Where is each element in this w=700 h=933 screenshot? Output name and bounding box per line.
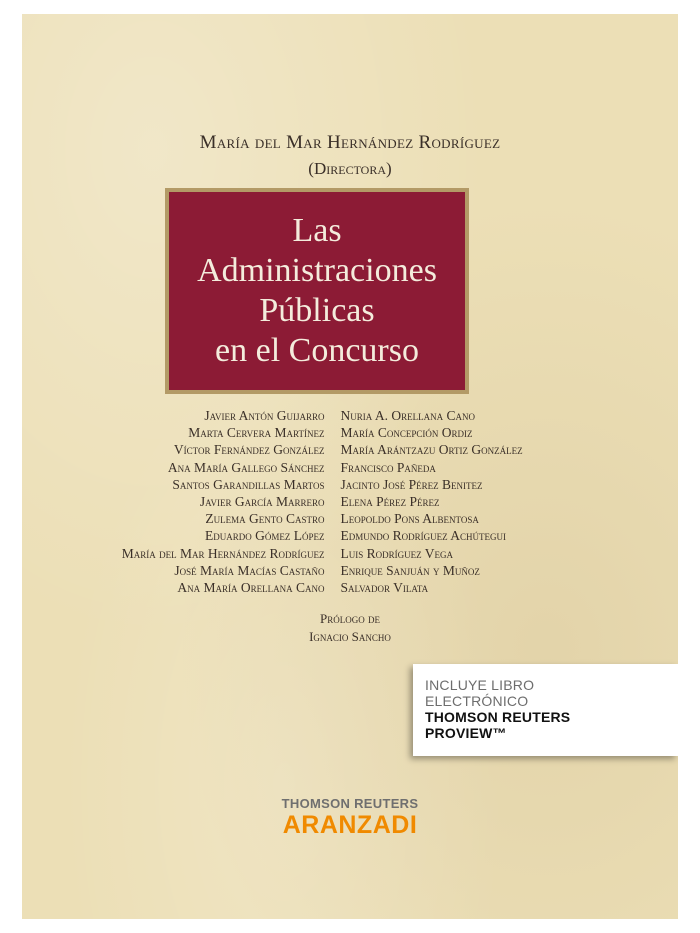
publisher-logo: [22, 796, 678, 839]
author-name: Edmundo Rodríguez Achútegui: [340, 528, 506, 544]
author-name: María Arántzazu Ortiz González: [340, 442, 523, 458]
author-name: Luis Rodríguez Vega: [340, 545, 453, 561]
publisher-name: ARANZADI: [282, 811, 418, 839]
ebook-badge: [413, 664, 678, 756]
author-name: Javier Antón Guijarro: [204, 408, 325, 423]
book-cover: [22, 14, 678, 919]
title-frame: [165, 188, 469, 394]
author-name: Jacinto José Pérez Benitez: [340, 476, 483, 492]
badge-line: INCLUYE LIBRO: [425, 677, 535, 693]
author-name: José María Macías Castaño: [174, 562, 325, 578]
title-line: Públicas: [259, 292, 375, 329]
badge-line: THOMSON REUTERS: [425, 709, 571, 725]
prologue-label: Prólogo de: [320, 611, 380, 626]
prologue-author: Ignacio Sancho: [309, 629, 391, 644]
title-box: [169, 192, 465, 390]
director-role: (Directora): [308, 159, 392, 178]
author-name: Francisco Pañeda: [340, 459, 436, 475]
author-name: Zulema Gento Castro: [205, 511, 325, 527]
author-name: Leopoldo Pons Albentosa: [340, 511, 479, 527]
author-name: María Concepción Ordiz: [340, 425, 473, 441]
author-name: Víctor Fernández González: [173, 442, 325, 458]
author-name: Javier García Marrero: [199, 494, 325, 510]
author-name: Eduardo Gómez López: [205, 528, 325, 544]
director-name: María del Mar Hernández Rodríguez: [199, 132, 501, 153]
publisher-parent: THOMSON REUTERS: [281, 796, 419, 811]
title-line: Las: [292, 212, 342, 249]
author-name: María del Mar Hernández Rodríguez: [121, 545, 325, 561]
author-name: Elena Pérez Pérez: [340, 494, 440, 510]
author-column-right: [333, 407, 663, 596]
author-name: Enrique Sanjuán y Muñoz: [340, 562, 480, 578]
author-name: Nuria A. Orellana Cano: [340, 408, 475, 423]
badge-line: PROVIEW™: [425, 725, 507, 741]
title-line: en el Concurso: [215, 332, 419, 369]
author-column-left: [38, 407, 333, 596]
title-line: Administraciones: [197, 252, 437, 289]
author-list: [22, 407, 678, 596]
author-name: Salvador Vilata: [340, 580, 429, 596]
author-name: Ana María Gallego Sánchez: [167, 459, 325, 475]
author-name: Santos Garandillas Martos: [172, 476, 325, 492]
author-name: Ana María Orellana Cano: [177, 580, 325, 596]
author-name: Marta Cervera Martínez: [188, 425, 325, 441]
badge-line: ELECTRÓNICO: [425, 693, 529, 709]
